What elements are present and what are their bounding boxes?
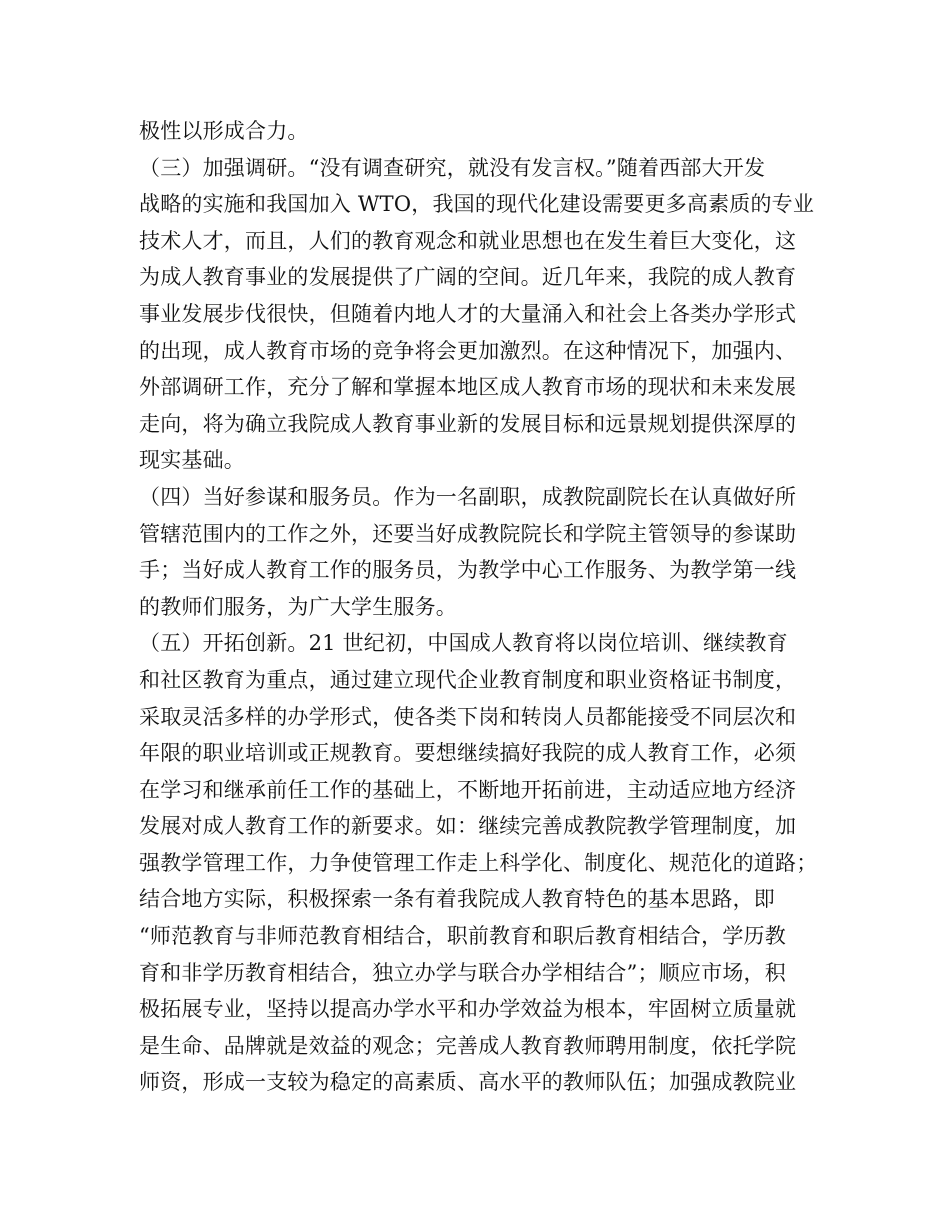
text-line: 极拓展专业，坚持以提高办学水平和办学效益为根本，牢固树立质量就 (139, 997, 797, 1022)
text-line: （三）加强调研。“没有调查研究，就没有发言权。”随着西部大开发 (139, 155, 766, 180)
text-line: 的教师们服务，为广大学生服务。 (139, 594, 457, 619)
text-line: 手；当好成人教育工作的服务员，为教学中心工作服务、为教学第一线 (139, 558, 797, 583)
text-line: 技术人才，而且，人们的教育观念和就业思想也在发生着巨大变化，这 (139, 228, 797, 253)
text-line: 外部调研工作，充分了解和掌握本地区成人教育市场的现状和未来发展 (139, 375, 797, 400)
text-line: 事业发展步伐很快，但随着内地人才的大量涌入和社会上各类办学形式 (139, 301, 797, 326)
text-line: 极性以形成合力。 (139, 119, 309, 143)
text-line: “师范教育与非师范教育相结合，职前教育和职后教育相结合，学历教 (139, 924, 786, 949)
text-line: 结合地方实际，积极探索一条有着我院成人教育特色的基本思路，即 (139, 887, 775, 912)
text-line: 的出现，成人教育市场的竞争将会更加激烈。在这种情况下，加强内、 (139, 338, 797, 363)
body-text (139, 113, 819, 1101)
text-line: 是生命、品牌就是效益的观念；完善成人教育教师聘用制度，依托学院 (139, 1033, 797, 1058)
text-line: 强教学管理工作，力争使管理工作走上科学化、制度化、规范化的道路； (139, 850, 818, 875)
text-line: 在学习和继承前任工作的基础上，不断地开拓前进，主动适应地方经济 (139, 777, 797, 802)
text-line: （五）开拓创新。21 世纪初，中国成人教育将以岗位培训、继续教育 (139, 631, 788, 656)
text-line: 为成人教育事业的发展提供了广阔的空间。近几年来，我院的成人教育 (139, 265, 797, 290)
text-line: 育和非学历教育相结合，独立办学与联合办学相结合”；顺应市场，积 (139, 960, 786, 985)
text-line: （四）当好参谋和服务员。作为一名副职，成教院副院长在认真做好所 (139, 484, 797, 509)
text-line: 现实基础。 (139, 448, 245, 473)
text-line: 采取灵活多样的办学形式，使各类下岗和转岗人员都能接受不同层次和 (139, 704, 797, 729)
text-line: 管辖范围内的工作之外，还要当好成教院院长和学院主管领导的参谋助 (139, 521, 797, 546)
text-line: 和社区教育为重点，通过建立现代企业教育制度和职业资格证书制度， (139, 667, 797, 692)
text-line: 年限的职业培训或正规教育。要想继续搞好我院的成人教育工作，必须 (139, 741, 797, 766)
text-line: 走向，将为确立我院成人教育事业新的发展目标和远景规划提供深厚的 (139, 411, 797, 436)
text-line: 战略的实施和我国加入 WTO，我国的现代化建设需要更多高素质的专业 (139, 192, 815, 217)
text-line: 师资，形成一支较为稳定的高素质、高水平的教师队伍；加强成教院业 (139, 1070, 797, 1095)
text-line: 发展对成人教育工作的新要求。如：继续完善成教院教学管理制度，加 (139, 814, 797, 839)
